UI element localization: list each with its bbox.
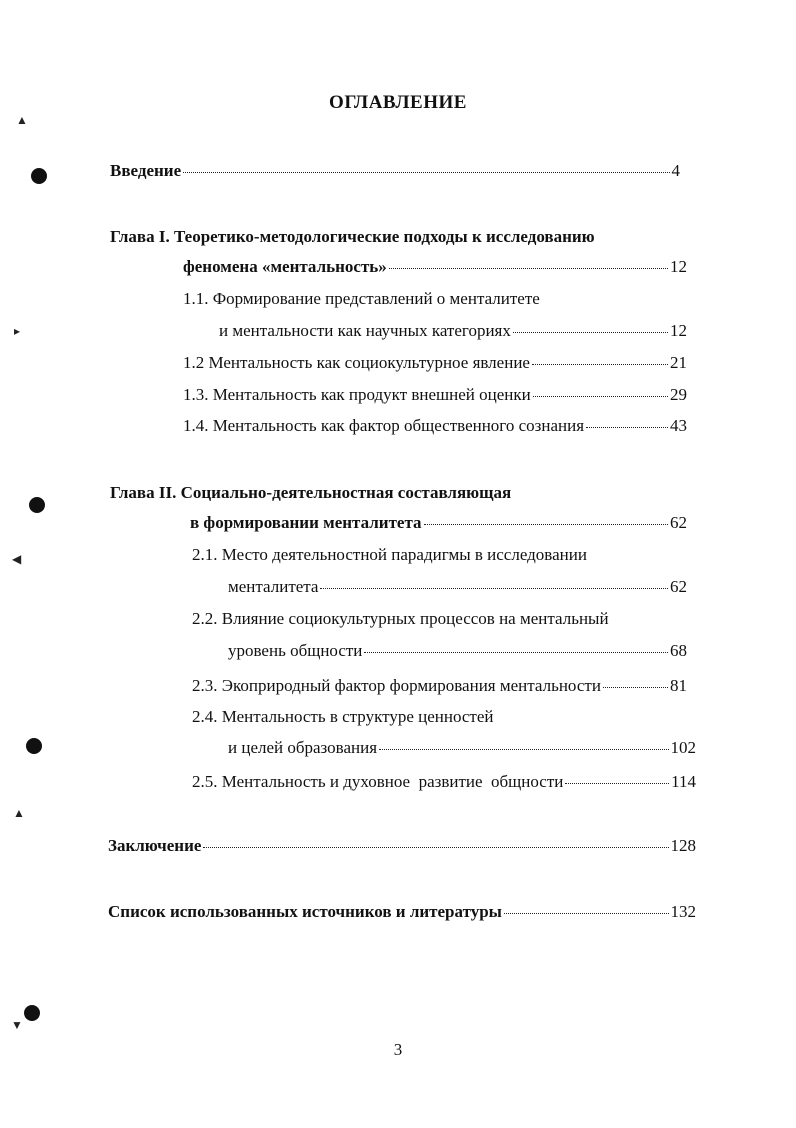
dot-leader: [603, 687, 668, 688]
dot-leader: [513, 332, 668, 333]
dot-leader: [320, 588, 668, 589]
binder-hole-icon: [26, 738, 42, 754]
toc-entry-2-4[interactable]: [228, 737, 696, 759]
toc-page: 132: [670, 902, 696, 921]
toc-entry-chapter-2[interactable]: [190, 512, 687, 534]
page-number: 3: [393, 1040, 403, 1059]
toc-label: 1.4. Ментальность как фактор общественного сознания: [183, 416, 585, 435]
toc-label: Список использованных источников и литературы: [108, 902, 502, 921]
toc-page: 102: [670, 738, 696, 757]
toc-page: 21: [670, 353, 687, 372]
toc-label: и ментальности как научных категориях: [219, 321, 511, 340]
binder-hole-icon: [24, 1005, 40, 1021]
toc-section-1-1-title: 1.1. Формирование представлений о менталитете: [183, 289, 540, 308]
toc-entry-2-2[interactable]: [228, 640, 687, 662]
toc-entry-2-5[interactable]: [192, 771, 696, 793]
dot-leader: [364, 652, 668, 653]
toc-entry-1-4[interactable]: [183, 415, 687, 437]
toc-page: 68: [670, 641, 687, 660]
toc-page: 12: [670, 321, 687, 340]
toc-label: и целей образования: [228, 738, 378, 757]
toc-page: 4: [671, 161, 680, 180]
dot-leader: [424, 524, 668, 525]
toc-entry-1-1[interactable]: [219, 320, 687, 342]
toc-page: 12: [670, 257, 687, 276]
dot-leader: [379, 749, 668, 750]
toc-entry-sources[interactable]: [108, 901, 696, 923]
toc-entry-1-2[interactable]: [183, 352, 687, 374]
toc-label: Заключение: [108, 836, 202, 855]
binder-hole-icon: [29, 497, 45, 513]
toc-label: 2.3. Экоприродный фактор формирования ментальности: [192, 676, 601, 695]
toc-page: 81: [670, 676, 687, 695]
toc-entry-conclusion[interactable]: [108, 835, 696, 857]
toc-page: 29: [670, 385, 687, 404]
toc-label: 1.3. Ментальность как продукт внешней оценки: [183, 385, 531, 404]
toc-entry-intro[interactable]: [110, 160, 680, 182]
toc-label: менталитета: [228, 577, 319, 596]
toc-label: в формировании менталитета: [190, 513, 422, 532]
binder-hole-icon: [31, 168, 47, 184]
dot-leader: [533, 396, 668, 397]
toc-page: 62: [670, 513, 687, 532]
page-title: ОГЛАВЛЕНИЕ: [329, 92, 467, 113]
toc-label: 2.5. Ментальность и духовное развитие общности: [192, 772, 564, 791]
dot-leader: [389, 268, 668, 269]
toc-entry-2-1[interactable]: [228, 576, 687, 598]
toc-section-2-2-title: 2.2. Влияние социокультурных процессов на ментальный: [192, 609, 609, 628]
scan-mark-icon: ▲: [13, 806, 25, 820]
toc-page: 62: [670, 577, 687, 596]
scan-mark-icon: ▲: [16, 113, 28, 127]
dot-leader: [586, 427, 668, 428]
dot-leader: [504, 913, 669, 914]
toc-label: Введение: [110, 161, 182, 180]
toc-page: 128: [670, 836, 696, 855]
toc-page: 43: [670, 416, 687, 435]
toc-section-2-1-title: 2.1. Место деятельностной парадигмы в исследовании: [192, 545, 587, 564]
toc-label: феномена «ментальность»: [183, 257, 387, 276]
toc-entry-2-3[interactable]: [192, 675, 687, 697]
toc-page: 114: [671, 772, 696, 791]
dot-leader: [532, 364, 668, 365]
toc-entry-1-3[interactable]: [183, 384, 687, 406]
toc-label: 1.2 Ментальность как социокультурное явление: [183, 353, 530, 372]
scan-mark-icon: ◀: [12, 552, 22, 566]
dot-leader: [565, 783, 669, 784]
toc-label: уровень общности: [228, 641, 363, 660]
scan-mark-icon: ▸: [14, 324, 21, 338]
toc-section-2-4-title: 2.4. Ментальность в структуре ценностей: [192, 707, 494, 726]
scan-mark-icon: ▼: [11, 1018, 23, 1032]
toc-chapter-2-title: Глава II. Социально-деятельностная составляющая: [110, 483, 512, 502]
dot-leader: [203, 847, 668, 848]
toc-chapter-1-title: Глава I. Теоретико-методологические подходы к исследованию: [110, 227, 595, 246]
toc-entry-chapter-1[interactable]: [183, 256, 687, 278]
dot-leader: [183, 172, 669, 173]
